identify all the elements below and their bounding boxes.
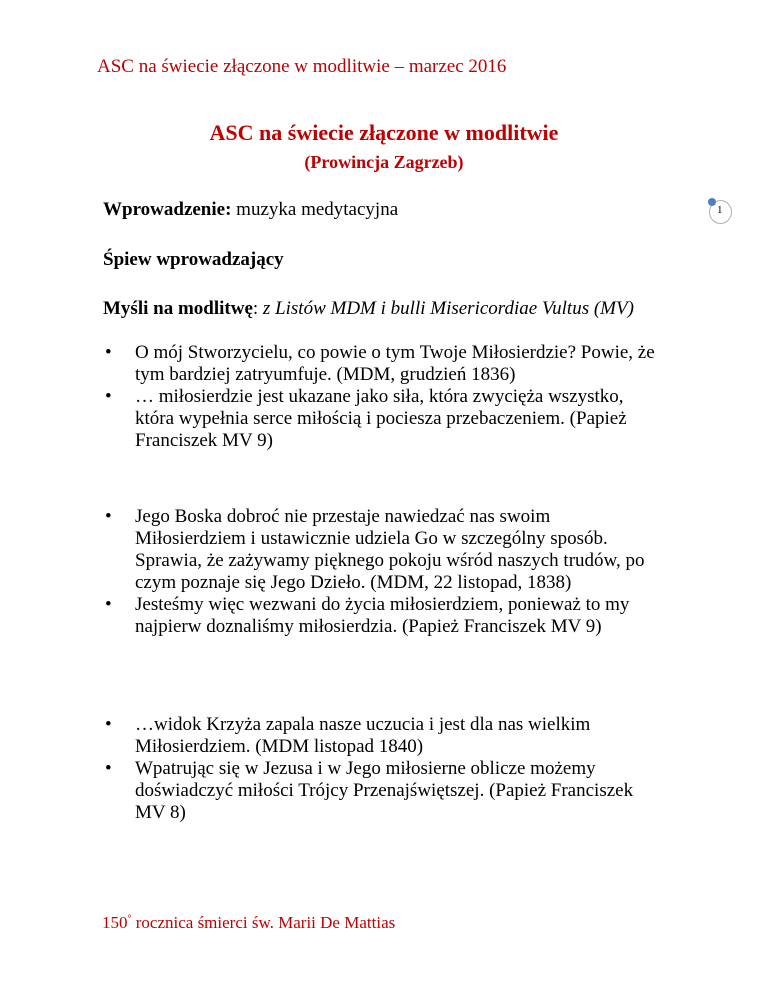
list-item xyxy=(103,594,663,638)
thoughts-colon: : xyxy=(252,298,263,319)
quote-group-1 xyxy=(103,342,663,452)
list-item-text: Wpatrując się w Jezusa i w Jego miłosierne oblicze możemy doświadczyć miłości Trójcy Przenajświętszej. (Papież Franciszek MV 8) xyxy=(135,758,634,823)
list-item xyxy=(103,506,663,594)
intro-text: muzyka medytacyjna xyxy=(231,199,399,220)
quote-group-3 xyxy=(103,714,663,824)
intro-label: Wprowadzenie: xyxy=(103,199,232,220)
intro-line xyxy=(103,199,663,221)
page-dot-icon xyxy=(708,198,716,206)
bullet-icon: • xyxy=(105,342,112,363)
footer-number: 150 xyxy=(102,913,128,932)
bullet-icon: • xyxy=(105,714,112,735)
list-item xyxy=(103,386,663,452)
list-item-text: … miłosierdzie jest ukazane jako siła, która zwycięża wszystko, która wypełnia serce miłością i pociesza przebaczeniem. (Papież Franciszek MV 9) xyxy=(135,386,627,451)
page-number: 1 xyxy=(717,204,723,216)
bullet-icon: • xyxy=(105,506,112,527)
footer-degree: ° xyxy=(127,913,132,925)
bullet-icon: • xyxy=(105,386,112,407)
thoughts-label: Myśli na modlitwę xyxy=(103,298,253,319)
page-header: ASC na świecie złączone w modlitwie – marzec 2016 xyxy=(97,56,507,77)
bullet-icon: • xyxy=(105,758,112,779)
document-subtitle: (Prowincja Zagrzeb) xyxy=(304,152,464,172)
quote-group-2 xyxy=(103,506,663,638)
list-item-text: Jesteśmy więc wezwani do życia miłosierdziem, ponieważ to my najpierw doznaliśmy miłosierdzia. (Papież Franciszek MV 9) xyxy=(135,594,630,637)
bullet-icon: • xyxy=(105,594,112,615)
footer-text: rocznica śmierci św. Marii De Mattias xyxy=(131,913,396,932)
list-item-text: Jego Boska dobroć nie przestaje nawiedzać nas swoim Miłosierdziem i ustawicznie udziela Go w szczególny sposób. Sprawia, że zażywamy pięknego pokoju wśród naszych trudów, po czym poznaje się Jego Dzieło. (MDM, 22 listopad, 1838) xyxy=(135,506,645,593)
song-heading xyxy=(103,249,663,271)
thoughts-source: z Listów MDM i bulli Misericordiae Vultus (MV) xyxy=(262,298,634,319)
page-footer xyxy=(102,913,395,933)
song-label: Śpiew wprowadzający xyxy=(103,249,284,270)
list-item-text: O mój Stworzycielu, co powie o tym Twoje Miłosierdzie? Powie, że tym bardziej zatryumfuje. (MDM, grudzień 1836) xyxy=(135,342,655,385)
document-title: ASC na świecie złączone w modlitwie xyxy=(209,120,559,145)
list-item xyxy=(103,342,663,386)
list-item xyxy=(103,758,663,824)
thoughts-heading xyxy=(103,298,663,320)
list-item xyxy=(103,714,663,758)
list-item-text: …widok Krzyża zapala nasze uczucia i jest dla nas wielkim Miłosierdziem. (MDM listopad 1840) xyxy=(135,714,591,757)
